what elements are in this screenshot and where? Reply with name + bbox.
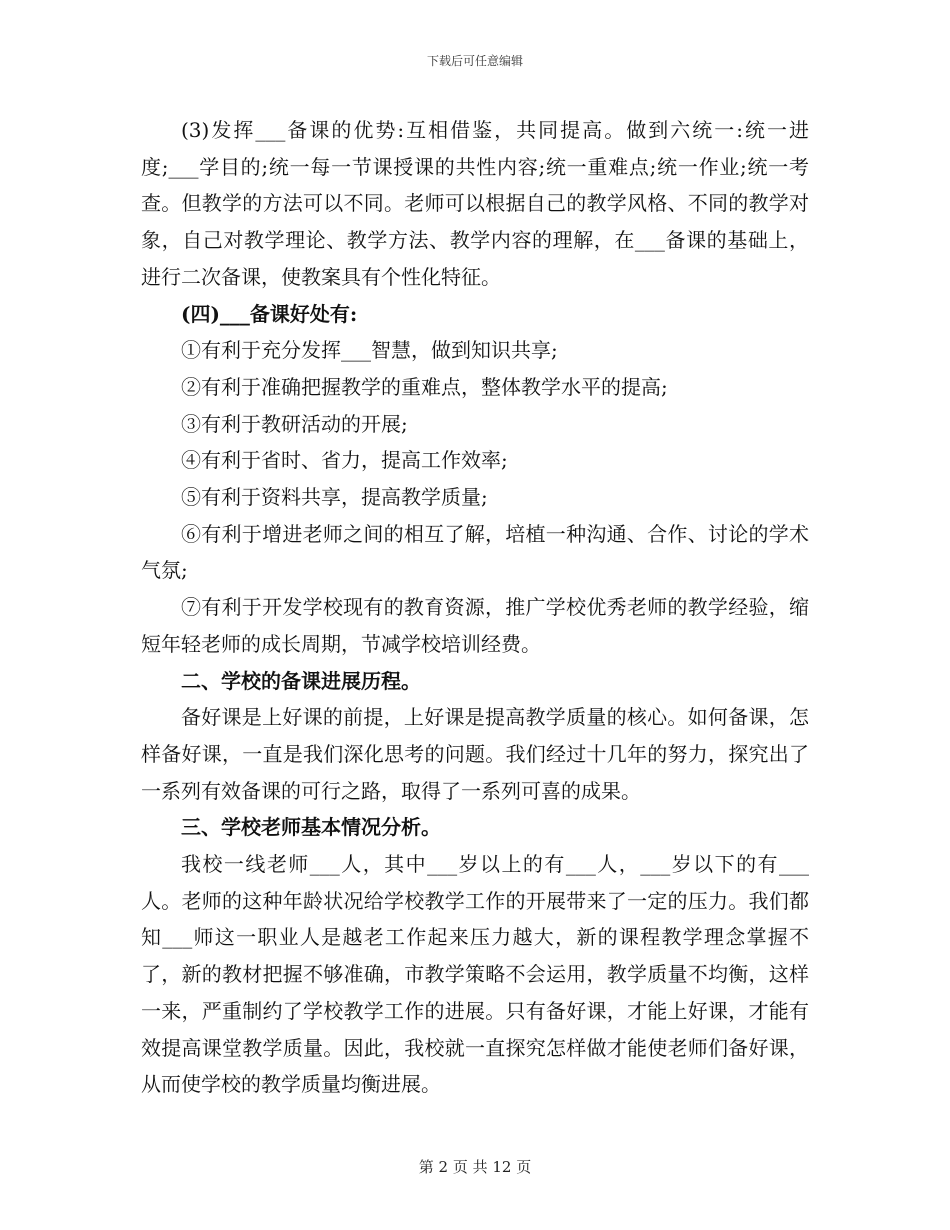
paragraph-prep-history: 备好课是上好课的前提，上好课是提高教学质量的核心。如何备课，怎样备好课，一直是我们深化思考的问题。我们经过十几年的努力，探究出了一系列有效备课的可行之路，取得了一系列可喜的成果。 <box>141 705 809 803</box>
page-header: 下载后可任意编辑 <box>426 54 523 68</box>
benefit-item-4: ④有利于省时、省力，提高工作效率; <box>181 448 508 473</box>
page-footer: 第 2 页 共 12 页 <box>418 1158 532 1176</box>
section-heading-3: 三、学校老师基本情况分析。 <box>181 815 441 840</box>
paragraph-teacher-analysis: 我校一线老师___人，其中___岁以上的有___人，___岁以下的有___人。老师的这种年龄状况给学校教学工作的开展带来了一定的压力。我们都知___师这一职业人是越老工作起来压力越大，新的课程教学理念掌握不了，新的教材把握不够准确，市教学策略不会运用，教学质量不均衡，这样一来，严重制约了学校教学工作的进展。只有备好课，才能上好课，才能有效提高课堂教学质量。因此，我校就一直探究怎样做才能使老师们备好课，从而使学校的教学质量均衡进展。 <box>141 852 809 1097</box>
benefit-item-2: ②有利于准确把握教学的重难点，整体教学水平的提高; <box>181 374 668 399</box>
paragraph-collective-prep-advantage: (3)发挥___备课的优势:互相借鉴，共同提高。做到六统一:统一进度;___学目的;统一每一节课授课的共性内容;统一重难点;统一作业;统一考查。但教学的方法可以不同。老师可以根据自己的教学风格、不同的教学对象，自己对教学理论、教学方法、教学内容的理解，在___备课的基础上，进行二次备课，使教案具有个性化特征。 <box>141 118 809 289</box>
heading-benefits: (四)___备课好处有: <box>181 301 358 326</box>
benefit-item-5: ⑤有利于资料共享，提高教学质量; <box>181 485 488 510</box>
section-heading-2: 二、学校的备课进展历程。 <box>181 668 421 693</box>
benefit-item-6: ⑥有利于增进老师之间的相互了解，培植一种沟通、合作、讨论的学术气氛; <box>141 521 809 583</box>
benefit-item-7: ⑦有利于开发学校现有的教育资源，推广学校优秀老师的教学经验，缩短年轻老师的成长周期，节减学校培训经费。 <box>141 595 809 656</box>
document-body <box>141 112 809 1103</box>
benefit-item-3: ③有利于教研活动的开展; <box>181 411 408 436</box>
benefit-item-1: ①有利于充分发挥___智慧，做到知识共享; <box>181 338 558 363</box>
